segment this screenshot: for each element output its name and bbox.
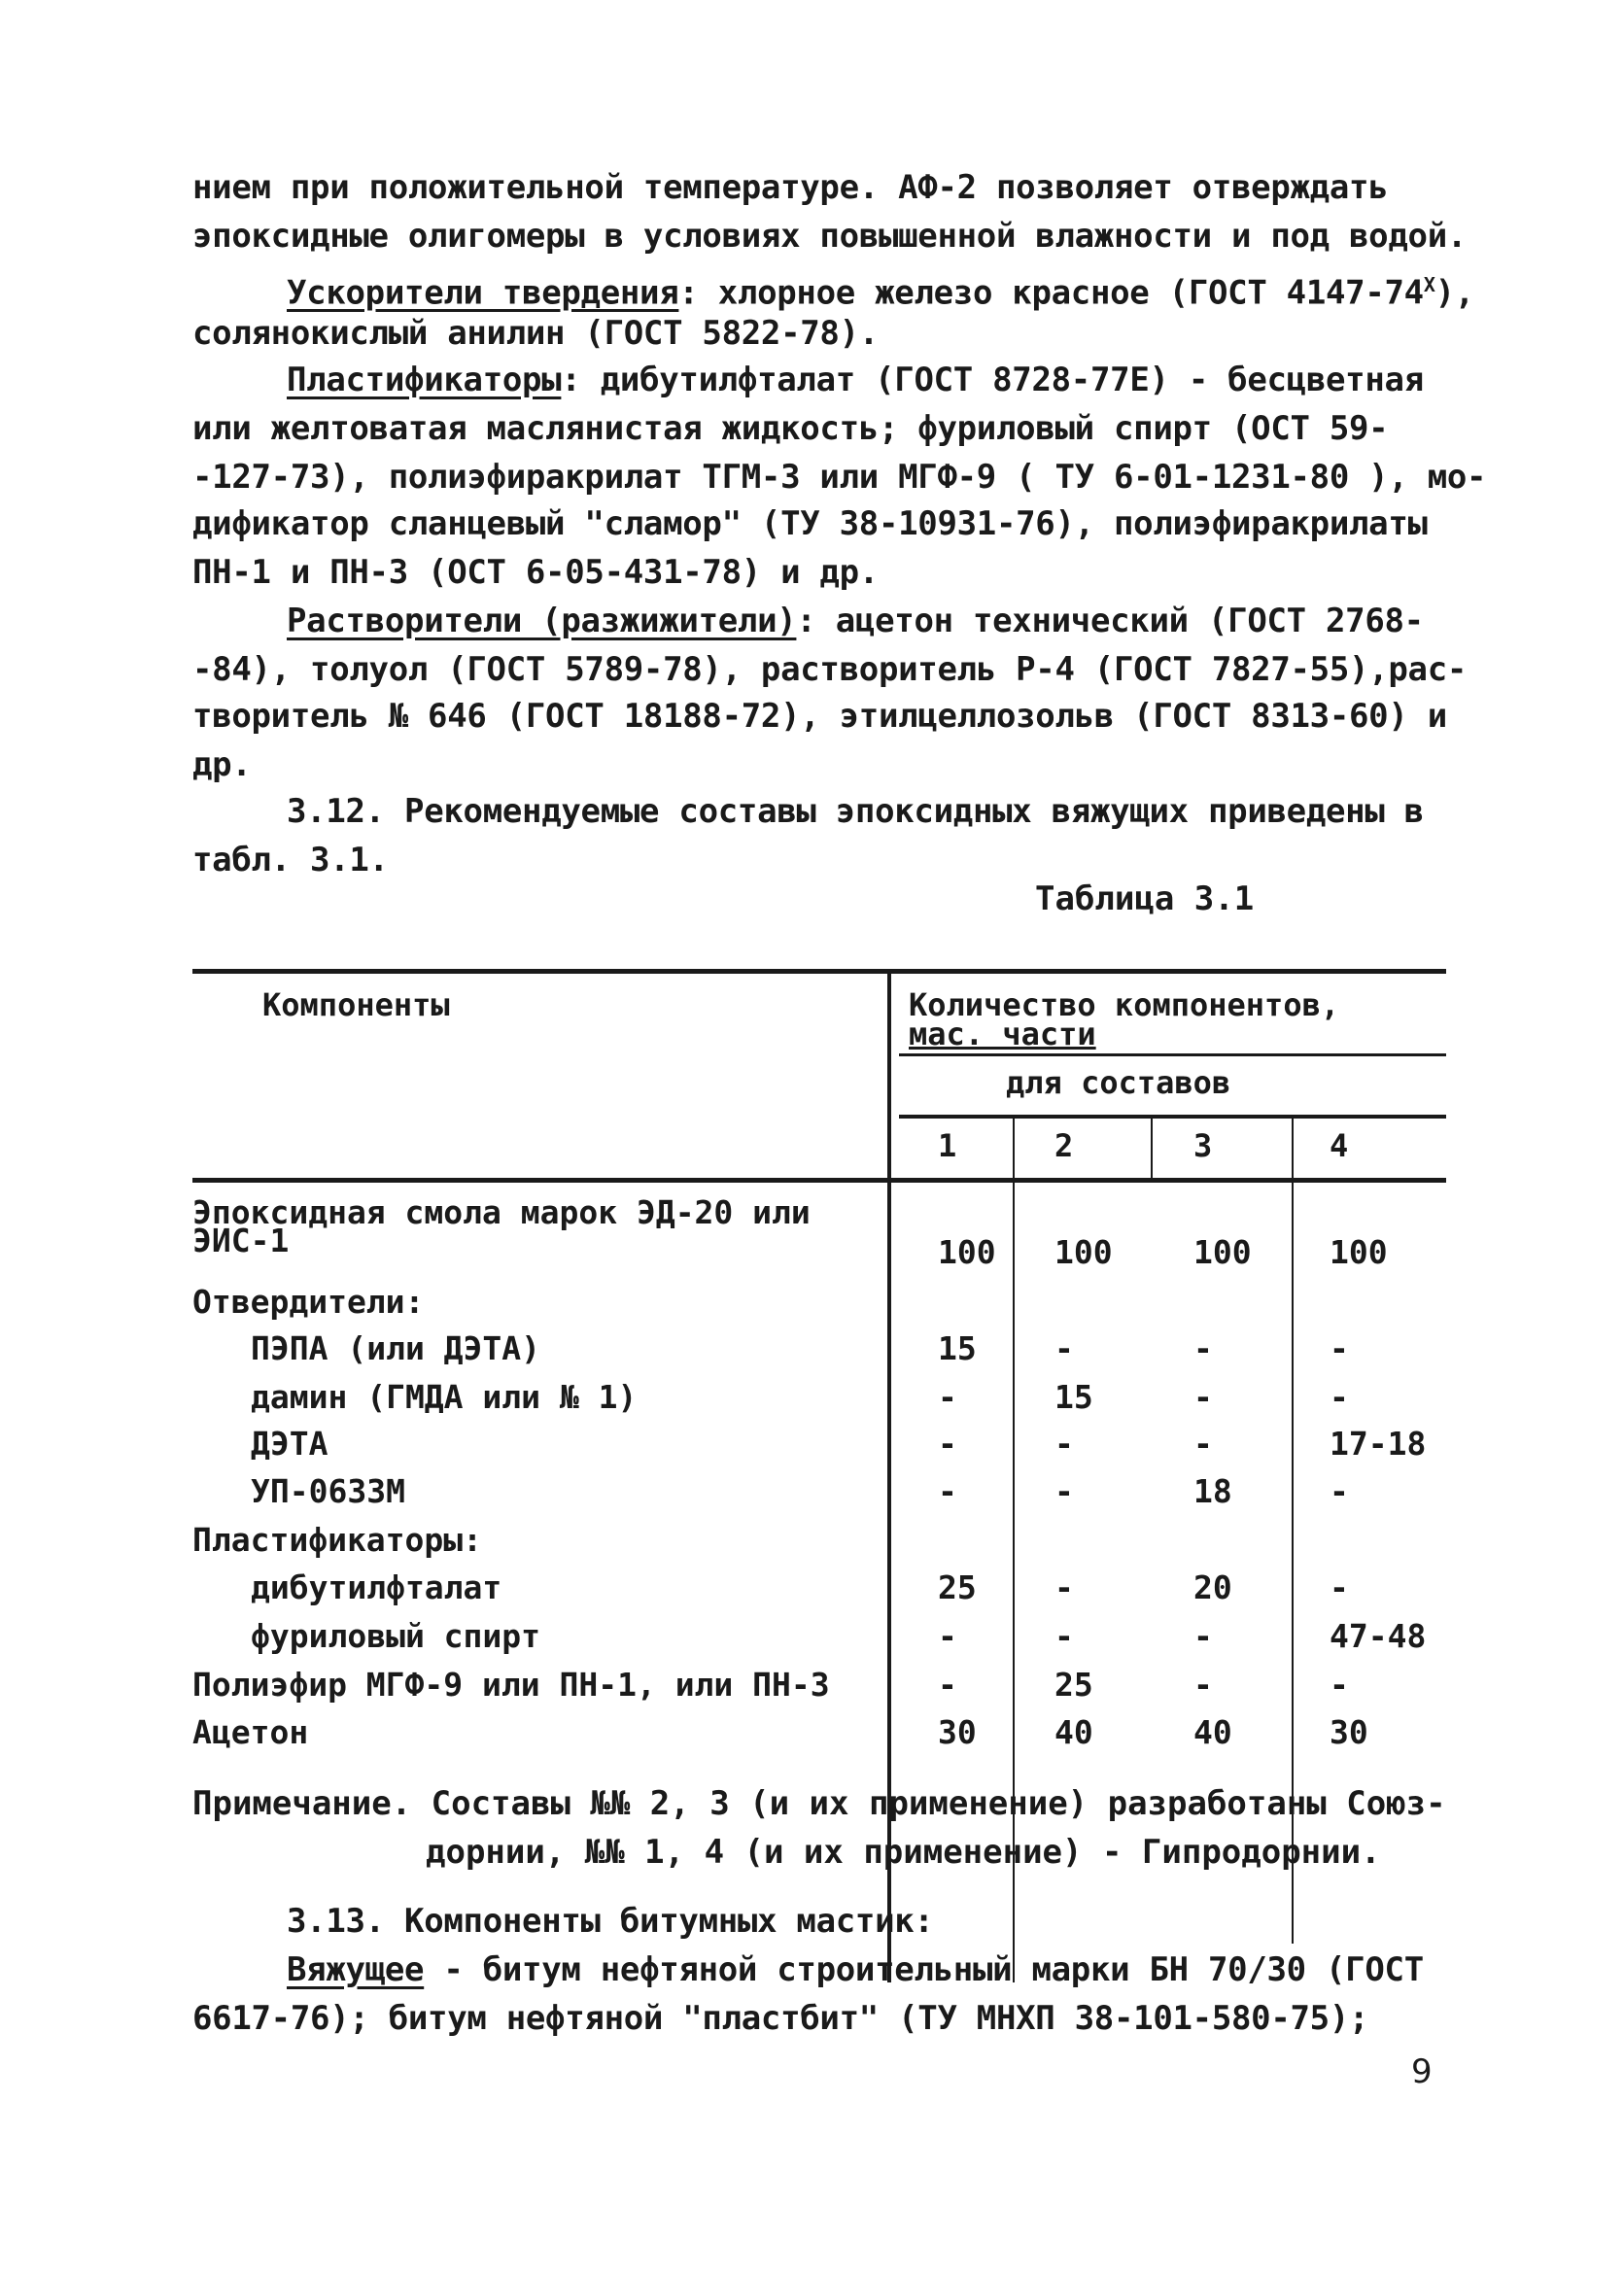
term-heading: Вяжущее xyxy=(287,1950,425,1989)
table-cell: 47-48 xyxy=(1330,1617,1427,1655)
table-cell: - xyxy=(938,1617,957,1655)
paragraph-line: Растворители (разжижители): ацетон технический (ГОСТ 2768- xyxy=(287,602,1424,640)
table-note: дорнии, №№ 1, 4 (и их применение) - Гипродорнии. xyxy=(426,1833,1381,1872)
term-heading: Растворители (разжижители) xyxy=(287,602,797,640)
paragraph-line: ПН-1 и ПН-3 (ОСТ 6-05-431-78) и др. xyxy=(192,553,879,592)
row-name: дамин (ГМДА или № 1) xyxy=(251,1378,638,1416)
row-name: фуриловый спирт xyxy=(251,1617,541,1655)
row-name: Эпоксидная смола марок ЭД-20 или xyxy=(192,1193,811,1231)
term-heading: Пластификаторы xyxy=(287,361,562,399)
table-cell: - xyxy=(1054,1472,1074,1510)
superscript-mark: Х xyxy=(1423,273,1435,296)
paragraph-line: Вяжущее - битум нефтяной строительный марки БН 70/30 (ГОСТ xyxy=(287,1950,1424,1989)
paragraph-line: или желтоватая маслянистая жидкость; фуриловый спирт (ОСТ 59- xyxy=(192,409,1389,448)
paragraph-line: творитель № 646 (ГОСТ 18188-72), этилцеллозольв (ГОСТ 8313-60) и xyxy=(192,697,1447,736)
table-cell: 17-18 xyxy=(1330,1425,1427,1463)
row-group-name: Отвердители: xyxy=(192,1283,425,1321)
column-header-1: 1 xyxy=(938,1127,957,1164)
header-quantity-unit: мас. части xyxy=(909,1016,1096,1052)
header-components: Компоненты xyxy=(262,986,450,1023)
rule xyxy=(899,1115,1446,1119)
rule xyxy=(899,1053,1446,1056)
table-cell: - xyxy=(938,1378,957,1416)
table-cell: 100 xyxy=(1193,1233,1252,1271)
table-cell: 100 xyxy=(938,1233,996,1271)
paragraph-line: др. xyxy=(192,745,252,784)
term-heading: Ускорители твердения xyxy=(287,273,679,313)
table-cell: 25 xyxy=(1054,1666,1093,1704)
paragraph-line: -127-73), полиэфиракрилат ТГМ-3 или МГФ-9 ( ТУ 6-01-1231-80 ), мо- xyxy=(192,458,1487,497)
table-cell: - xyxy=(1054,1617,1074,1655)
table-cell: 30 xyxy=(1330,1713,1368,1751)
table-cell: - xyxy=(938,1425,957,1463)
table-cell: - xyxy=(1330,1378,1349,1416)
table-cell: - xyxy=(1193,1378,1213,1416)
row-name: УП-0633М xyxy=(251,1472,405,1510)
paragraph-line: солянокислый анилин (ГОСТ 5822-78). xyxy=(192,314,879,353)
column-header-2: 2 xyxy=(1054,1127,1074,1164)
table-cell: 100 xyxy=(1330,1233,1388,1271)
paragraph-line: 3.12. Рекомендуемые составы эпоксидных вяжущих приведены в xyxy=(287,792,1424,831)
table-cell: - xyxy=(1054,1425,1074,1463)
row-name: Полиэфир МГФ-9 или ПН-1, или ПН-3 xyxy=(192,1666,830,1704)
row-name: Ацетон xyxy=(192,1713,309,1751)
paragraph-line: Пластификаторы: дибутилфталат (ГОСТ 8728-77Е) - бесцветная xyxy=(287,361,1424,399)
table-cell: 40 xyxy=(1193,1713,1232,1751)
row-name: дибутилфталат xyxy=(251,1568,502,1606)
paragraph-line: 6617-76); битум нефтяной "пластбит" (ТУ МНХП 38-101-580-75); xyxy=(192,1999,1369,2038)
table-cell: 40 xyxy=(1054,1713,1093,1751)
table-cell: 15 xyxy=(1054,1378,1093,1416)
table-cell: - xyxy=(1330,1329,1349,1367)
table-cell: - xyxy=(1193,1329,1213,1367)
table-cell: - xyxy=(1193,1425,1213,1463)
table-cell: - xyxy=(1054,1329,1074,1367)
table-top-rule xyxy=(192,969,1446,974)
column-divider xyxy=(1151,1118,1153,1182)
row-name: ПЭПА (или ДЭТА) xyxy=(251,1329,541,1367)
table-cell: - xyxy=(1330,1666,1349,1704)
row-group-name: Пластификаторы: xyxy=(192,1521,483,1559)
column-header-3: 3 xyxy=(1193,1127,1213,1164)
table-cell: - xyxy=(1193,1617,1213,1655)
column-header-4: 4 xyxy=(1330,1127,1349,1164)
table-cell: - xyxy=(1330,1568,1349,1606)
paragraph-line: эпоксидные олигомеры в условиях повышенной влажности и под водой. xyxy=(192,217,1468,256)
paragraph-line: -84), толуол (ГОСТ 5789-78), растворитель Р-4 (ГОСТ 7827-55),рас- xyxy=(192,650,1468,689)
paragraph-line: дификатор сланцевый "сламор" (ТУ 38-10931-76), полиэфиракрилаты xyxy=(192,504,1428,543)
table-cell: - xyxy=(1193,1666,1213,1704)
row-name: ЭИС-1 xyxy=(192,1222,290,1259)
table-cell: 15 xyxy=(938,1329,977,1367)
row-name: ДЭТА xyxy=(251,1425,328,1463)
paragraph-line: нием при положительной температуре. АФ-2 позволяет отверждать xyxy=(192,168,1389,207)
table-cell: - xyxy=(938,1666,957,1704)
header-for-compositions: для составов xyxy=(1006,1064,1231,1101)
table-cell: 100 xyxy=(1054,1233,1113,1271)
table-cell: 20 xyxy=(1193,1568,1232,1606)
table-cell: - xyxy=(1054,1568,1074,1606)
table-cell: 30 xyxy=(938,1713,977,1751)
table-cell: - xyxy=(1330,1472,1349,1510)
table-caption: Таблица 3.1 xyxy=(1035,879,1255,918)
table-header-bottom-rule xyxy=(192,1178,1446,1183)
header-quantity: Количество компонентов, xyxy=(909,986,1340,1023)
section-heading: 3.13. Компоненты битумных мастик: xyxy=(287,1902,934,1941)
paragraph-line: Ускорители твердения: хлорное железо красное (ГОСТ $4147-74^Х$), xyxy=(287,273,1474,313)
paragraph-line: табл. 3.1. xyxy=(192,841,389,879)
table-note: Примечание. Составы №№ 2, 3 (и их применение) разработаны Союз- xyxy=(192,1784,1446,1823)
table-cell: 25 xyxy=(938,1568,977,1606)
table-cell: 18 xyxy=(1193,1472,1232,1510)
page-number: 9 xyxy=(1411,2052,1433,2091)
table-cell: - xyxy=(938,1472,957,1510)
